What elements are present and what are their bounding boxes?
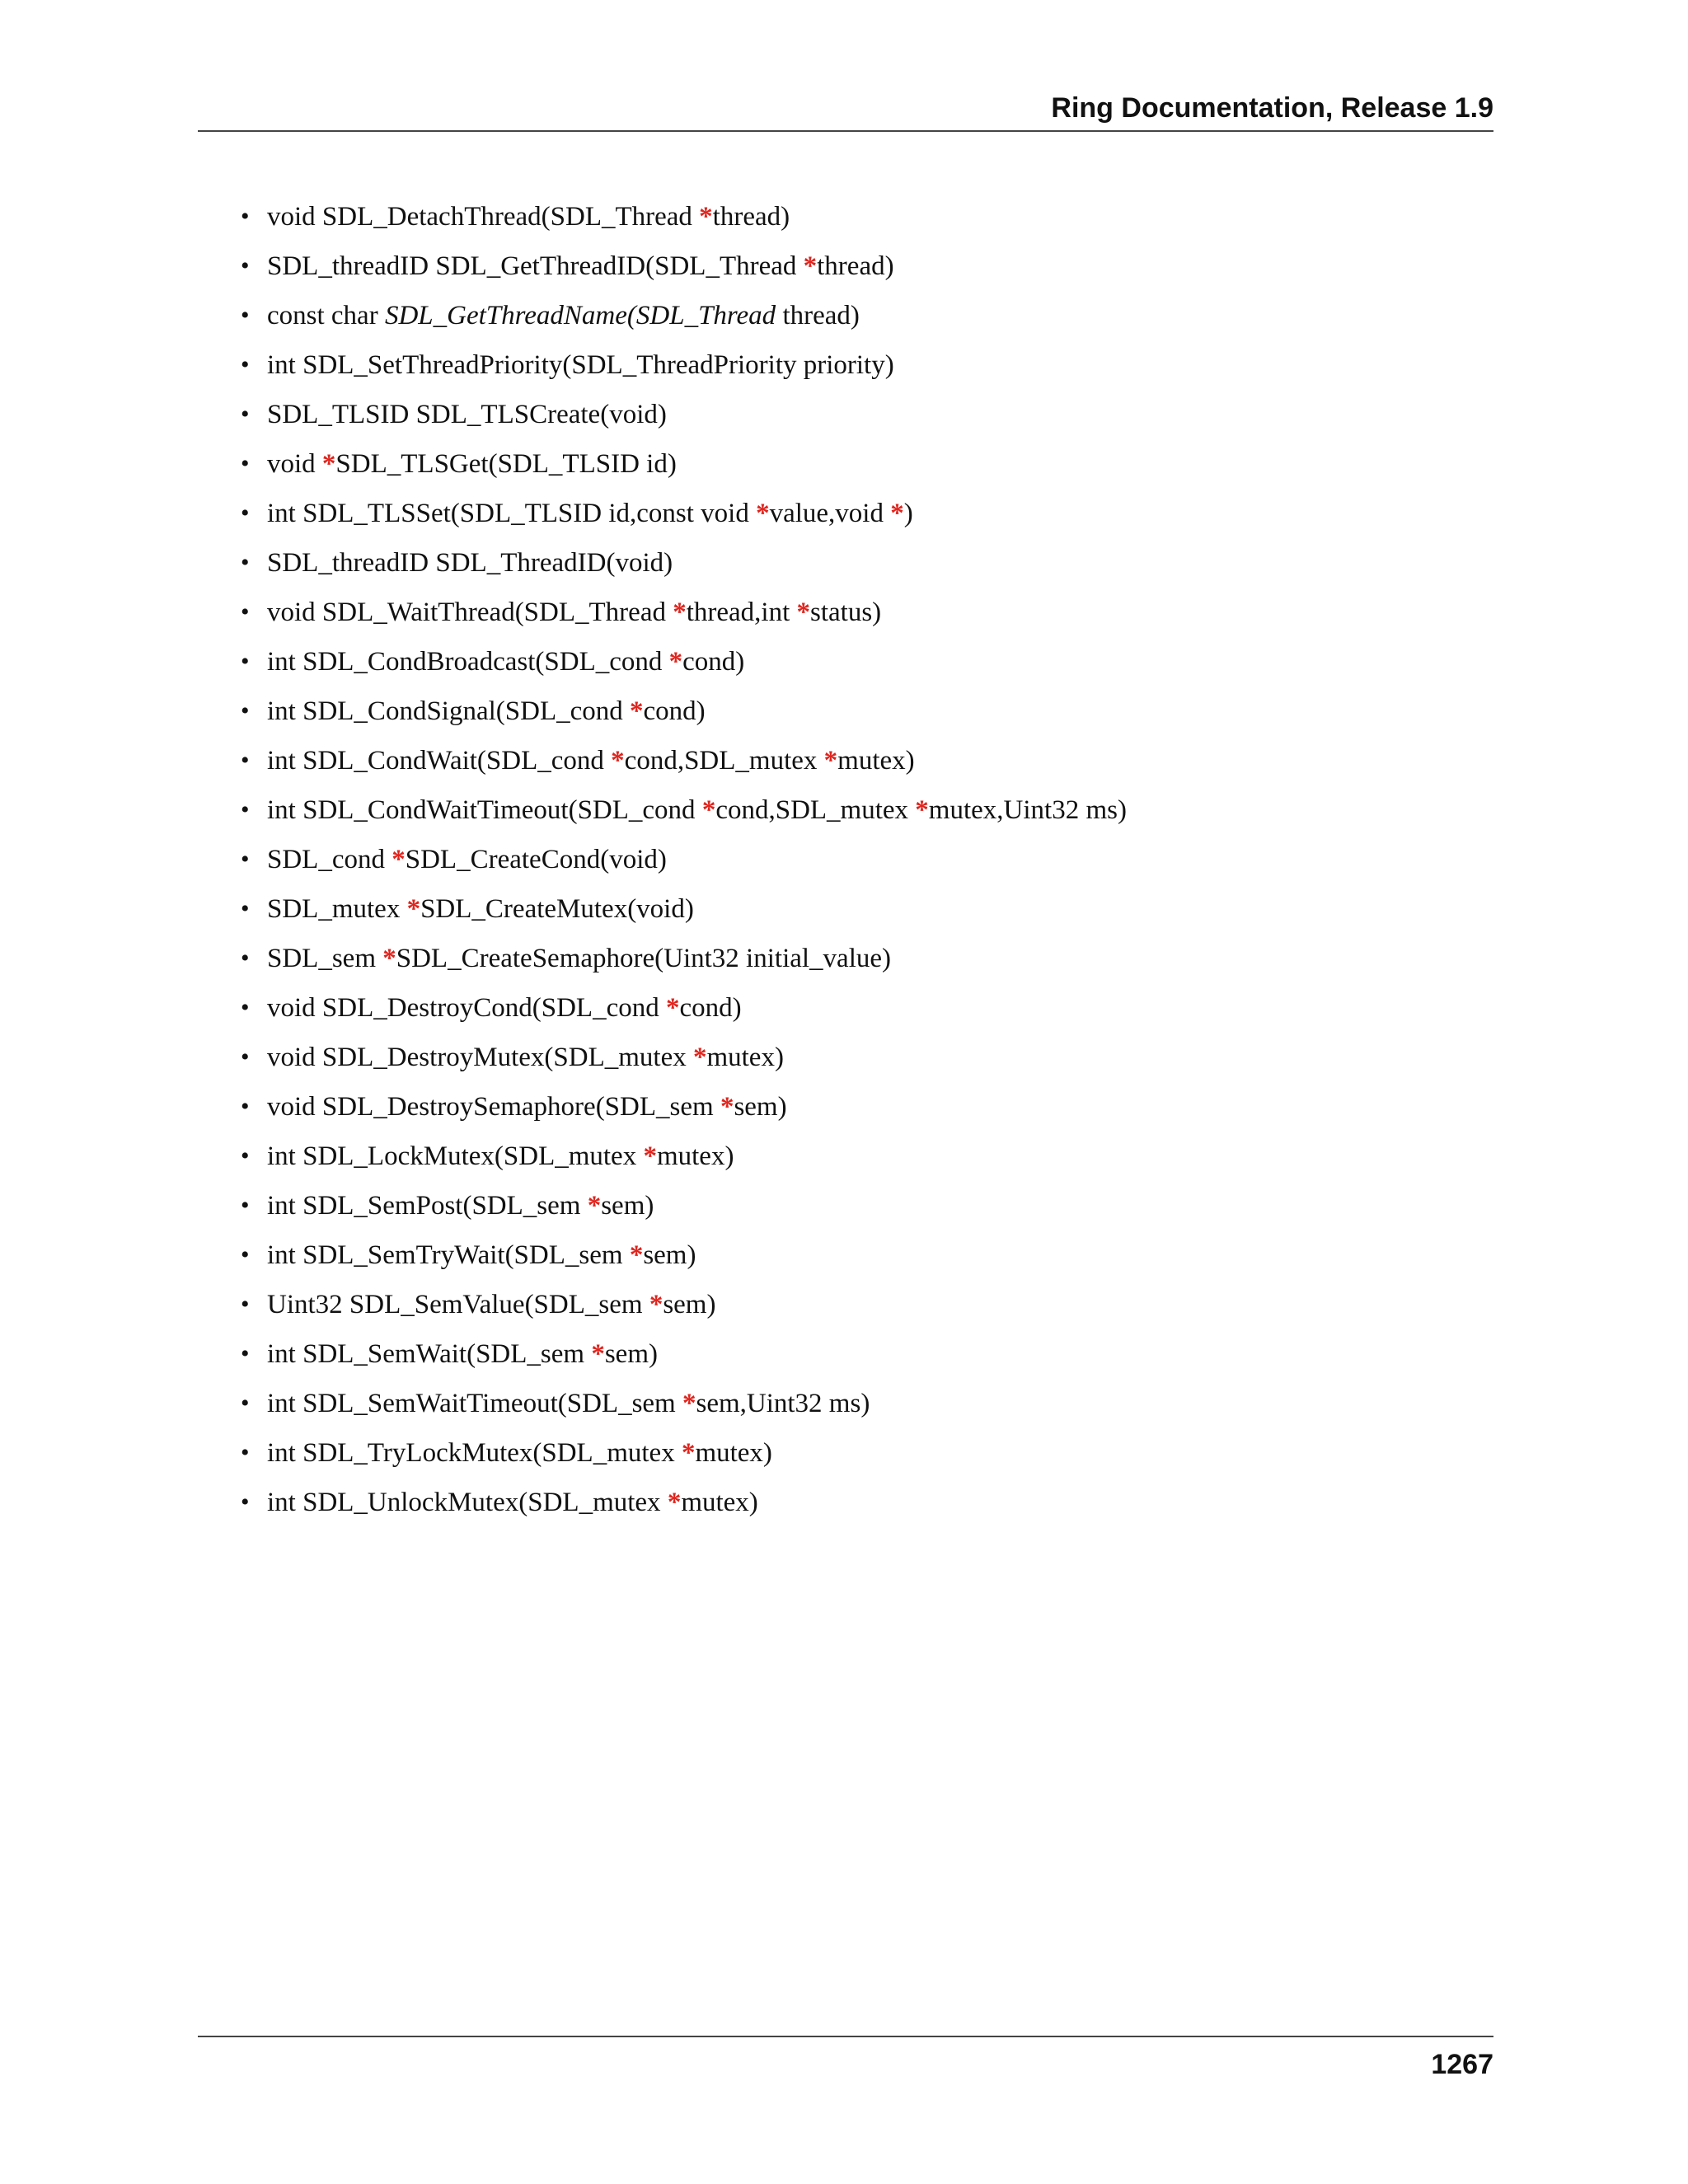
pointer-asterisk: *	[667, 1488, 682, 1517]
list-item	[241, 297, 1127, 346]
pointer-asterisk: *	[629, 1240, 644, 1270]
item-text: int SDL_CondSignal(SDL_cond	[267, 696, 631, 726]
bullet-icon: •	[241, 1142, 250, 1169]
bullet-icon: •	[241, 697, 250, 724]
item-text: sem)	[663, 1290, 716, 1319]
pointer-asterisk: *	[673, 598, 687, 627]
item-text: cond)	[682, 647, 745, 677]
item-text: void SDL_DestroySemaphore(SDL_sem	[267, 1092, 720, 1122]
pointer-asterisk: *	[406, 894, 421, 924]
item-text: thread)	[712, 202, 790, 232]
item-text: void SDL_DestroyCond(SDL_cond	[267, 993, 666, 1023]
list-item	[241, 890, 1127, 940]
item-text: SDL_TLSID SDL_TLSCreate(void)	[267, 400, 667, 429]
bullet-icon: •	[241, 1390, 250, 1417]
bullet-icon: •	[241, 598, 250, 626]
pointer-asterisk: *	[803, 251, 818, 281]
item-text: SDL_CreateSemaphore(Uint32 initial_value)	[396, 944, 892, 973]
page-footer	[198, 2036, 1493, 2080]
item-text: sem)	[604, 1339, 658, 1369]
item-text: mutex)	[681, 1488, 758, 1517]
item-text: sem,Uint32 ms)	[696, 1389, 870, 1418]
item-text: sem)	[734, 1092, 787, 1122]
item-text: int SDL_CondWaitTimeout(SDL_cond	[267, 795, 702, 825]
bullet-icon: •	[241, 846, 250, 873]
bullet-icon: •	[241, 1093, 250, 1120]
list-item	[241, 1434, 1127, 1483]
list-item	[241, 198, 1127, 247]
pointer-asterisk: *	[392, 845, 406, 874]
item-text: thread,int	[686, 598, 797, 627]
bullet-icon: •	[241, 252, 250, 279]
page-header-title: Ring Documentation, Release 1.9	[1051, 92, 1493, 124]
list-item	[241, 1137, 1127, 1187]
pointer-asterisk: *	[587, 1191, 602, 1221]
item-text: int SDL_SemPost(SDL_sem	[267, 1191, 588, 1221]
list-item	[241, 1483, 1127, 1533]
list-item	[241, 544, 1127, 593]
item-text: SDL_sem	[267, 944, 383, 973]
list-item	[241, 841, 1127, 890]
item-text: mutex)	[837, 746, 915, 776]
item-text: int SDL_CondWait(SDL_cond	[267, 746, 612, 776]
pointer-asterisk: *	[681, 1438, 696, 1468]
bullet-icon: •	[241, 648, 250, 675]
page-header	[198, 89, 1493, 132]
item-text: SDL_CreateCond(void)	[405, 845, 667, 874]
item-text: cond,SDL_mutex	[715, 795, 916, 825]
list-item	[241, 247, 1127, 297]
pointer-asterisk: *	[823, 746, 838, 776]
bullet-icon: •	[241, 747, 250, 774]
bullet-icon: •	[241, 1291, 250, 1318]
item-text: int SDL_LockMutex(SDL_mutex	[267, 1141, 644, 1171]
list-item	[241, 1187, 1127, 1236]
item-text: value,void	[769, 499, 891, 528]
item-text: SDL_cond	[267, 845, 392, 874]
pointer-asterisk: *	[321, 449, 336, 479]
list-item	[241, 940, 1127, 989]
pointer-asterisk: *	[611, 746, 625, 776]
page-number: 1267	[1431, 2049, 1493, 2080]
bullet-icon: •	[241, 1043, 250, 1071]
item-text: )	[903, 499, 913, 528]
item-text: int SDL_SemTryWait(SDL_sem	[267, 1240, 630, 1270]
item-text: void SDL_DestroyMutex(SDL_mutex	[267, 1043, 693, 1072]
item-text: int SDL_TLSSet(SDL_TLSID id,const void	[267, 499, 757, 528]
item-text: int SDL_UnlockMutex(SDL_mutex	[267, 1488, 668, 1517]
pointer-asterisk: *	[796, 598, 811, 627]
list-item	[241, 1088, 1127, 1137]
pointer-asterisk: *	[692, 1043, 707, 1072]
item-text: cond)	[679, 993, 742, 1023]
pointer-asterisk: *	[643, 1141, 657, 1171]
bullet-icon: •	[241, 1241, 250, 1268]
bullet-icon: •	[241, 1192, 250, 1219]
list-item	[241, 643, 1127, 692]
pointer-asterisk: *	[665, 993, 680, 1023]
item-text: int SDL_TryLockMutex(SDL_mutex	[267, 1438, 682, 1468]
bullet-icon: •	[241, 1488, 250, 1516]
item-text: void SDL_DetachThread(SDL_Thread	[267, 202, 700, 232]
bullet-icon: •	[241, 302, 250, 329]
list-item	[241, 1335, 1127, 1385]
pointer-asterisk: *	[382, 944, 396, 973]
bullet-icon: •	[241, 401, 250, 428]
item-text: mutex)	[695, 1438, 772, 1468]
item-text: int SDL_SemWaitTimeout(SDL_sem	[267, 1389, 682, 1418]
bullet-icon: •	[241, 203, 250, 230]
pointer-asterisk: *	[668, 647, 683, 677]
list-item	[241, 742, 1127, 791]
list-item	[241, 692, 1127, 742]
pointer-asterisk: *	[630, 696, 644, 726]
bullet-icon: •	[241, 499, 250, 527]
item-text: mutex)	[706, 1043, 784, 1072]
item-text-emphasis: SDL_GetThreadName(SDL_Thread	[384, 301, 776, 330]
bullet-icon: •	[241, 1439, 250, 1466]
item-text: const char	[267, 301, 385, 330]
bullet-icon: •	[241, 351, 250, 378]
item-text: SDL_TLSGet(SDL_TLSID id)	[335, 449, 677, 479]
item-text: mutex,Uint32 ms)	[928, 795, 1127, 825]
item-text: Uint32 SDL_SemValue(SDL_sem	[267, 1290, 649, 1319]
item-text: int SDL_SetThreadPriority(SDL_ThreadPriority priority)	[267, 350, 894, 380]
list-item	[241, 396, 1127, 445]
item-text: SDL_CreateMutex(void)	[420, 894, 694, 924]
item-text: sem)	[643, 1240, 696, 1270]
bullet-icon: •	[241, 450, 250, 477]
bullet-icon: •	[241, 796, 250, 823]
item-text: int SDL_SemWait(SDL_sem	[267, 1339, 592, 1369]
list-item	[241, 1038, 1127, 1088]
list-item	[241, 593, 1127, 643]
bullet-icon: •	[241, 1340, 250, 1367]
list-item	[241, 445, 1127, 494]
pointer-asterisk: *	[915, 795, 929, 825]
item-text: void SDL_WaitThread(SDL_Thread	[267, 598, 673, 627]
bullet-icon: •	[241, 944, 250, 972]
item-text: SDL_mutex	[267, 894, 407, 924]
item-text: status)	[810, 598, 882, 627]
item-text: SDL_threadID SDL_ThreadID(void)	[267, 548, 673, 578]
bullet-icon: •	[241, 994, 250, 1021]
item-text: thread)	[776, 301, 860, 330]
api-function-list	[241, 198, 1127, 1533]
item-text: mutex)	[656, 1141, 734, 1171]
pointer-asterisk: *	[890, 499, 904, 528]
item-text: SDL_threadID SDL_GetThreadID(SDL_Thread	[267, 251, 804, 281]
item-text: sem)	[601, 1191, 654, 1221]
list-item	[241, 1286, 1127, 1335]
pointer-asterisk: *	[682, 1389, 696, 1418]
pointer-asterisk: *	[701, 795, 716, 825]
pointer-asterisk: *	[756, 499, 770, 528]
pointer-asterisk: *	[649, 1290, 663, 1319]
list-item	[241, 989, 1127, 1038]
list-item	[241, 494, 1127, 544]
pointer-asterisk: *	[699, 202, 713, 232]
bullet-icon: •	[241, 895, 250, 922]
list-item	[241, 1385, 1127, 1434]
list-item	[241, 346, 1127, 396]
item-text: cond,SDL_mutex	[624, 746, 824, 776]
list-item	[241, 791, 1127, 841]
item-text: cond)	[643, 696, 706, 726]
pointer-asterisk: *	[591, 1339, 605, 1369]
item-text: thread)	[817, 251, 894, 281]
pointer-asterisk: *	[720, 1092, 734, 1122]
item-text: int SDL_CondBroadcast(SDL_cond	[267, 647, 669, 677]
item-text: void	[267, 449, 322, 479]
bullet-icon: •	[241, 549, 250, 576]
list-item	[241, 1236, 1127, 1286]
